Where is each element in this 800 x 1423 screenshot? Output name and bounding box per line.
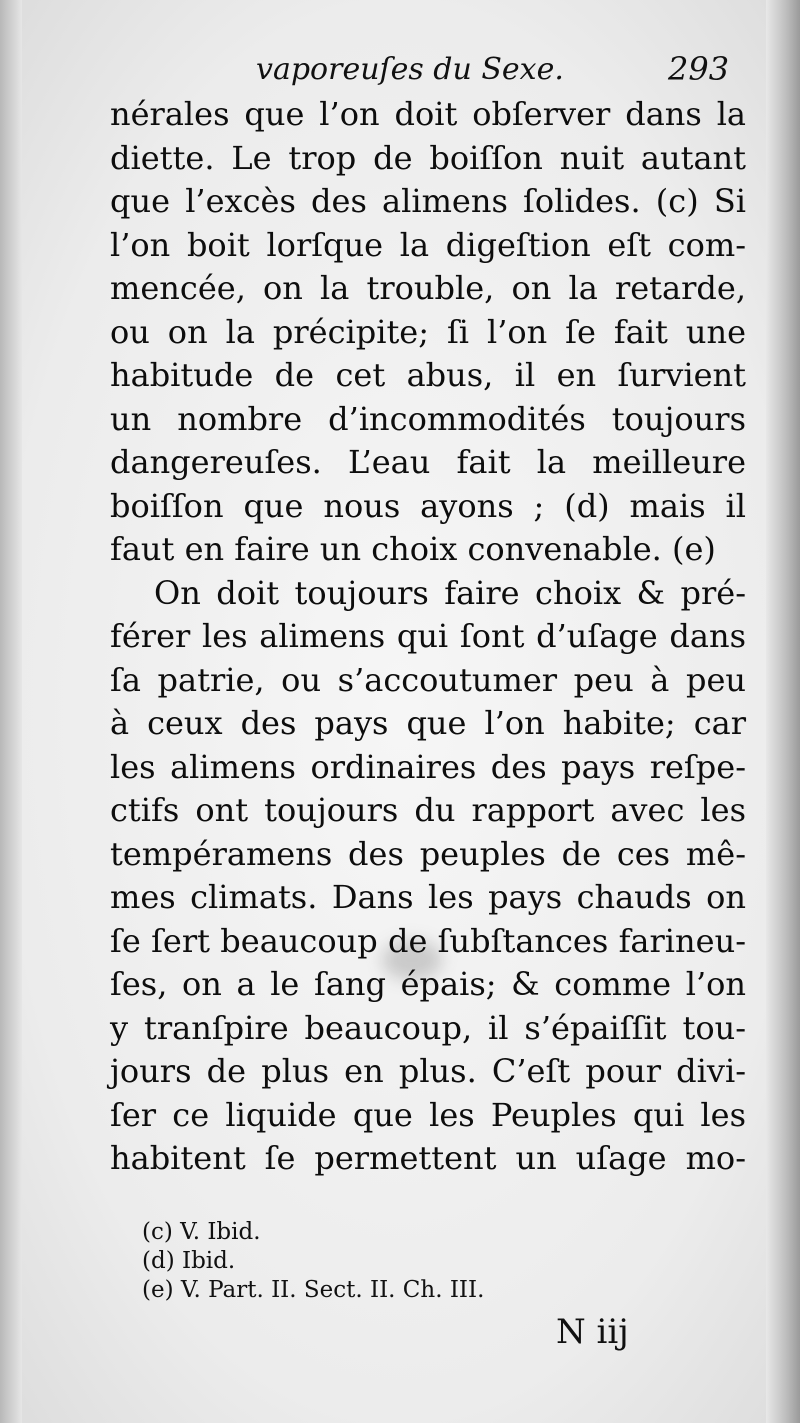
text-line: habitent ſe permettent un uſage mo- — [110, 1139, 746, 1177]
running-head: vaporeuſes du Sexe. — [256, 52, 564, 87]
page-right-edge — [766, 0, 800, 1423]
text-line: faut en faire un choix convenable. (e) — [110, 530, 716, 568]
footnote: (d) Ibid. — [142, 1248, 236, 1274]
body-text — [110, 93, 746, 1181]
text-line: ou on la précipite; ſi l’on ſe fait une — [110, 312, 746, 351]
text-line: mes climats. Dans les pays chauds on — [110, 878, 746, 916]
text-line: les alimens ordinaires des pays reſpe- — [110, 747, 746, 786]
text-line: diette. Le trop de boiſſon nuit autant — [110, 138, 746, 177]
footnote: (c) V. Ibid. — [142, 1219, 261, 1245]
text-line: ſer ce liquide que les Peuples qui les — [110, 1095, 746, 1134]
text-line: dangereuſes. L’eau fait la meilleure — [110, 443, 746, 481]
text-line: mencée, on la trouble, on la retarde, — [110, 269, 746, 307]
text-line: férer les alimens qui ſont d’uſage dans — [110, 617, 746, 655]
text-line: boiſſon que nous ayons ; (d) mais il — [110, 486, 746, 525]
footnotes — [142, 1218, 702, 1305]
text-line: habitude de cet abus, il en ſurvient — [110, 356, 746, 394]
text-line: ſe ſert beaucoup de ſubſtances farineu- — [110, 921, 746, 960]
page-number: 293 — [668, 50, 730, 88]
text-line: l’on boit lorſque la digeſtion eſt com- — [110, 225, 746, 264]
footnote: (e) V. Part. II. Sect. II. Ch. III. — [142, 1277, 485, 1303]
text-line: y tranſpire beaucoup, il s’épaiſſit tou- — [110, 1008, 746, 1047]
page-left-edge — [0, 0, 22, 1423]
text-line: tempéramens des peuples de ces mê- — [110, 834, 746, 873]
text-line: ſes, on a le ſang épais; & comme l’on — [110, 965, 746, 1003]
signature-mark: N iij — [556, 1312, 629, 1352]
text-line: un nombre d’incommodités toujours — [110, 399, 746, 438]
text-line: que l’excès des alimens ſolides. (c) Si — [110, 182, 746, 220]
text-line: à ceux des pays que l’on habite; car — [110, 704, 746, 742]
text-line: jours de plus en plus. C’eſt pour divi- — [110, 1052, 746, 1090]
paragraph-start-line: On doit toujours faire choix & pré- — [154, 573, 746, 612]
text-line: ctifs ont toujours du rapport avec les — [110, 791, 746, 829]
text-line: nérales que l’on doit obſerver dans la — [110, 95, 746, 133]
text-line: ſa patrie, ou s’accoutumer peu à peu — [110, 660, 746, 699]
